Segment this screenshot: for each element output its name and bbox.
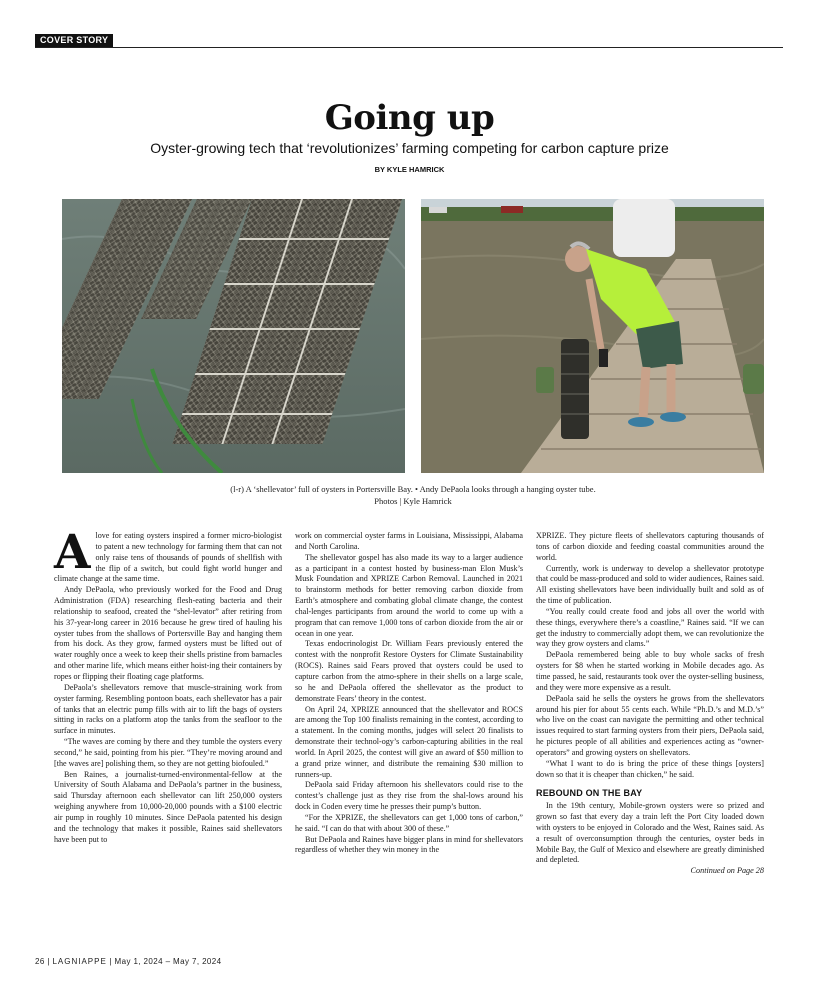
article-paragraph [54,525,282,585]
article-paragraph: DePaola remembered being able to buy whole sacks of fresh oysters for $8 when he started working in Mobile decades ago. As time passed, he said, restaurants took over the oyster-selling business, and they were more expensive as a result. [536,650,764,692]
article-paragraph: “The waves are coming by there and they tumble the oysters every second,” he said, pointing from his pier. “They’re moving around and [the waves are] polishing them, so they are not getting biofouled.” [54,737,282,768]
article-paragraph: The shellevator gospel has also made its way to a larger audience as a participant in a contest hosted by business-man Elon Musk’s Musk Foundation and XPRIZE Carbon Removal. Launched in 2021 to brainstorm methods for better removing carbon dioxide from Earth’s atmosphere and combating global climate change, the contest chal-lenges participants from around the world to come up with a program that can remove 1,000 tons of carbon dioxide from the air or ocean in one year. [295,552,523,638]
article-paragraph: Andy DePaola, who previously worked for the Food and Drug Administration (FDA) researching flesh-eating bacteria and their relationship to seafood, created the “shel-levator” after retiring from his 37-year-long career in 2016 because he grew tired of hauling his oyster tubes from the shallows of Portersville Bay and hanging them from his dock. As they grow, farmed oysters must be lifted out of water roughly once a week to keep their shells pristine from barnacles and other marine life, which means either hoist-ing their containers by ropes or flipping their floating cage platforms. [54,585,282,681]
continued-link[interactable]: Continued on Page 28 [690,866,764,876]
page-number: 26 [35,957,45,966]
byline: BY KYLE HAMRICK [374,165,445,174]
article-paragraph: “What I want to do is bring the price of these things [oysters] down so that it is cheaper than chicken,” he said. [536,758,764,779]
deck: Oyster-growing tech that ‘revolutionizes’ farming competing for carbon capture prize [150,140,669,156]
caption-credit: Photos | Kyle Hamrick [374,496,452,506]
article-paragraph: Currently, work is underway to develop a shellevator prototype that could be mass-produced and sold to wider audiences, Raines said. All existing shellevators have been individually built and sold as of the time of publication. [536,563,764,606]
issue-dates: May 1, 2024 – May 7, 2024 [114,957,222,966]
drop-cap: A [54,525,91,580]
section-tag: COVER STORY [35,34,113,47]
article-paragraph: Ben Raines, a journalist-turned-environmental-fellow at the University of South Alabama and DePaola’s partner in the business, said Thursday afternoon each shellevator can lift 250,000 oysters weighing anywhere from 10,000-20,000 pounds with a $100 electric air pump in roughly 10 minutes. Since DePaola patented his design and the technology that makes it possible, Raines said shellevators have been put to [54,769,282,844]
section-rule [35,34,783,48]
photo-depaola-dock-image [421,199,764,473]
section-subhead: REBOUND ON THE BAY [536,788,643,799]
page-footer: 26 | LAGNIAPPE | May 1, 2024 – May 7, 2024 [35,957,222,966]
article-paragraph: On April 24, XPRIZE announced that the shellevator and ROCS are among the Top 100 finalists remaining in the contest, according to a statement. In the coming months, judges will select 20 finalists to demonstrate their technol-ogy’s carbon-capturing abilities in the real world. In April 2025, the contest will give an award of $50 million to a grand prize winner, and distribute the remaining $30 million to runners-up. [295,704,523,779]
caption-text: (l-r) A ‘shellevator’ full of oysters in Portersville Bay. • Andy DePaola looks through a hanging oyster tube. [230,484,596,494]
article-paragraph: In the 19th century, Mobile-grown oysters were so prized and grown so fast that every day a train left the Port City loaded down with oysters to be enjoyed in Colorado and the West, Raines said. As a result of overconsumption through the centuries, oyster beds in Mobile Bay, the Gulf of Mexico and elsewhere are greatly diminished and depleted. [536,801,764,865]
article-paragraph: “For the XPRIZE, the shellevators can get 1,000 tons of carbon,” he said. “I can do that with about 300 of these.” [295,812,523,833]
photo-shellevator [62,199,405,473]
paragraph-text: love for eating oysters inspired a former micro-biologist to patent a new technology for farming them that can not only raise tens of thousands of pounds of shellfish with the flip of a switch, but could fight world hunger and climate change at the same time. [54,531,282,584]
article-paragraph: XPRIZE. They picture fleets of shellevators capturing thousands of tons of carbon dioxide and feeding coastal communities around the world. [536,531,764,562]
photo-depaola-dock [421,199,764,473]
article-column-3 [536,531,764,877]
headline: Going up [324,98,495,138]
publication-name: LAGNIAPPE [52,957,107,966]
article-paragraph: DePaola said he sells the oysters he grows from the shellevators around his pier for about 55 cents each. While “Ph.D.’s and M.D.’s” who live on the coast can navigate the permitting and other technical issues required to start farming oysters from their piers, DePaola said, he pictures people of all abilities and experiences acting as “owner-operators” and growing oysters on shellevators. [536,693,764,757]
article-column-2 [295,531,523,856]
article-paragraph: DePaola said Friday afternoon his shellevators could rise to the contest’s challenge just as they rise from the shal-lows around his dock in Coden every time he presses their pump’s button. [295,780,523,812]
article-paragraph: DePaola’s shellevators remove that muscle-straining work from oyster farming. Resembling pontoon boats, each shellevator has a pair of tanks that an electric pump fills with air to lift the bags of oysters sitting in racks on a platform atop the tanks from the seafloor to the surface in minutes. [54,682,282,736]
article-column-1 [54,525,282,845]
article-paragraph: “You really could create food and jobs all over the world with these things, everywhere there’s a coastline,” Raines said. “If we can get the industry to commercially adopt them, we can revolutionize the way they grow oysters and clams.” [536,606,764,649]
article-paragraph: But DePaola and Raines have bigger plans in mind for shellevators regardless of whether they win money in the [295,834,523,855]
photo-shellevator-image [62,199,405,473]
article-paragraph: Texas endocrinologist Dr. William Fears previously entered the contest with the nonprofit Restore Oysters for Climate Sustainability (ROCS). Raines said Fears proved that oysters could be used to capture carbon from the atmo-sphere in their shells on a large scale, so he and DePaola offered the shellevator as the product to demonstrate Fears’ theory in the contest. [295,639,523,703]
article-paragraph: work on commercial oyster farms in Louisiana, Mississippi, Alabama and North Carolina. [295,531,523,551]
photo-caption [62,483,764,507]
